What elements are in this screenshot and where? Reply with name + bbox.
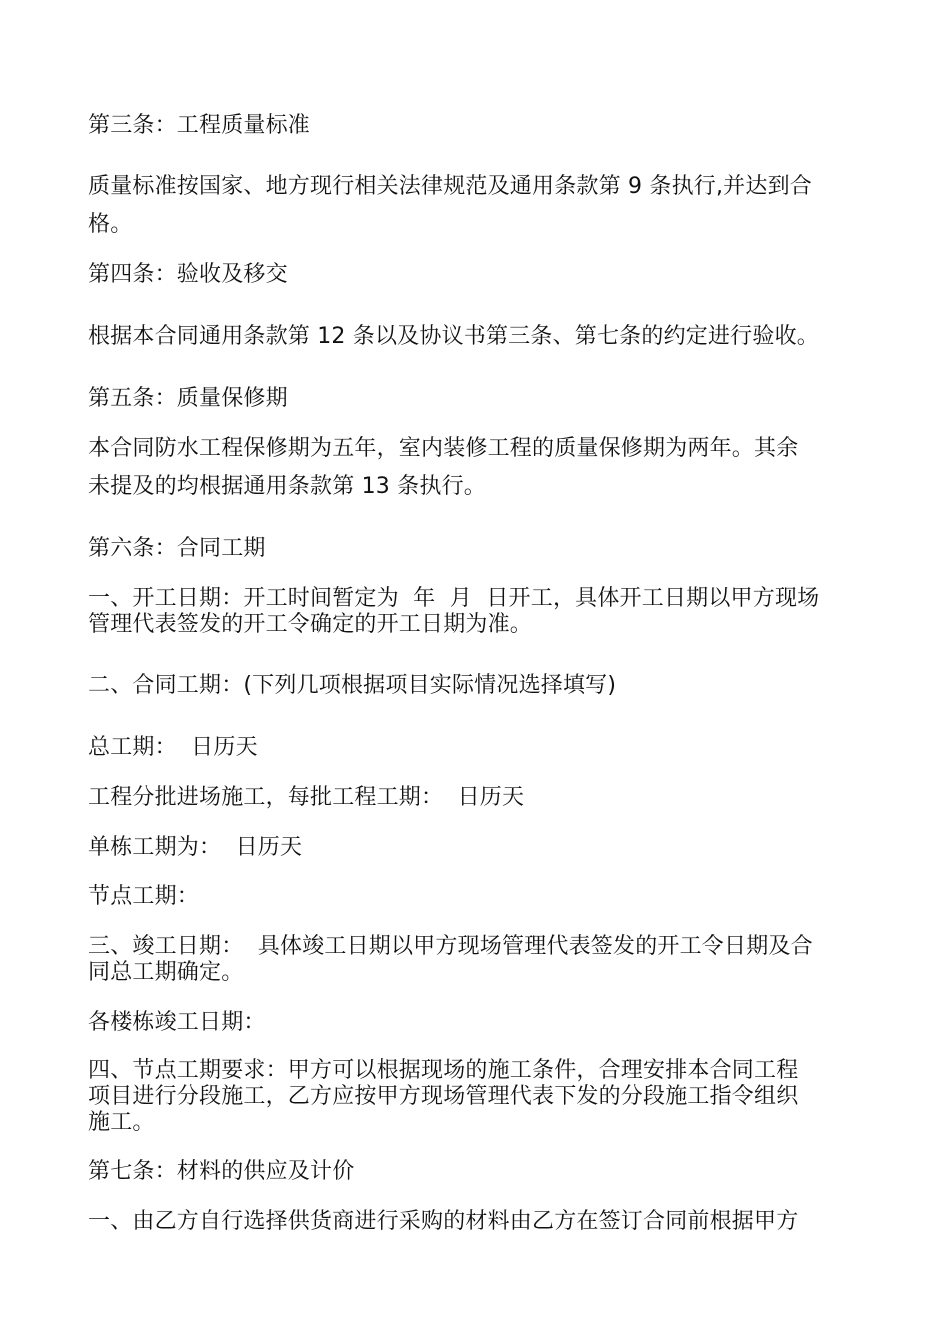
node-period-line: 节点工期： xyxy=(88,884,200,909)
article3-heading: 第三条：工程质量标准 xyxy=(88,113,311,138)
start-date-line1: 一、开工日期：开工时间暂定为 年 月 日开工，具体开工日期以甲方现场 xyxy=(88,586,820,611)
node-requirement-line1: 四、节点工期要求：甲方可以根据现场的施工条件，合理安排本合同工程 xyxy=(88,1058,799,1083)
article3-body-line2: 格。 xyxy=(88,212,133,237)
batch-period-line: 工程分批进场施工，每批工程工期： 日历天 xyxy=(88,785,525,810)
building-completion-line: 各楼栋竣工日期： xyxy=(88,1010,266,1035)
article6-heading: 第六条：合同工期 xyxy=(88,536,266,561)
article3-body-line1: 质量标准按国家、地方现行相关法律规范及通用条款第 9 条执行,并达到合 xyxy=(88,174,812,199)
article5-body-line2: 未提及的均根据通用条款第 13 条执行。 xyxy=(88,474,486,499)
node-requirement-line3: 施工。 xyxy=(88,1110,155,1135)
article7-body-line1: 一、由乙方自行选择供货商进行采购的材料由乙方在签订合同前根据甲方 xyxy=(88,1209,799,1234)
article7-heading: 第七条：材料的供应及计价 xyxy=(88,1159,355,1184)
contract-period-line: 二、合同工期：(下列几项根据项目实际情况选择填写) xyxy=(88,673,617,698)
article5-body-line1: 本合同防水工程保修期为五年，室内装修工程的质量保修期为两年。其余 xyxy=(88,436,799,461)
completion-date-line1: 三、竣工日期： 具体竣工日期以甲方现场管理代表签发的开工令日期及合 xyxy=(88,934,813,959)
article5-heading: 第五条：质量保修期 xyxy=(88,386,288,411)
single-building-period-line: 单栋工期为： 日历天 xyxy=(88,835,303,860)
completion-date-line2: 同总工期确定。 xyxy=(88,960,244,985)
node-requirement-line2: 项目进行分段施工，乙方应按甲方现场管理代表下发的分段施工指令组织 xyxy=(88,1084,799,1109)
start-date-line2: 管理代表签发的开工令确定的开工日期为准。 xyxy=(88,612,533,637)
article4-body: 根据本合同通用条款第 12 条以及协议书第三条、第七条的约定进行验收。 xyxy=(88,324,819,349)
article4-heading: 第四条：验收及移交 xyxy=(88,262,288,287)
total-period-line: 总工期： 日历天 xyxy=(88,735,258,760)
